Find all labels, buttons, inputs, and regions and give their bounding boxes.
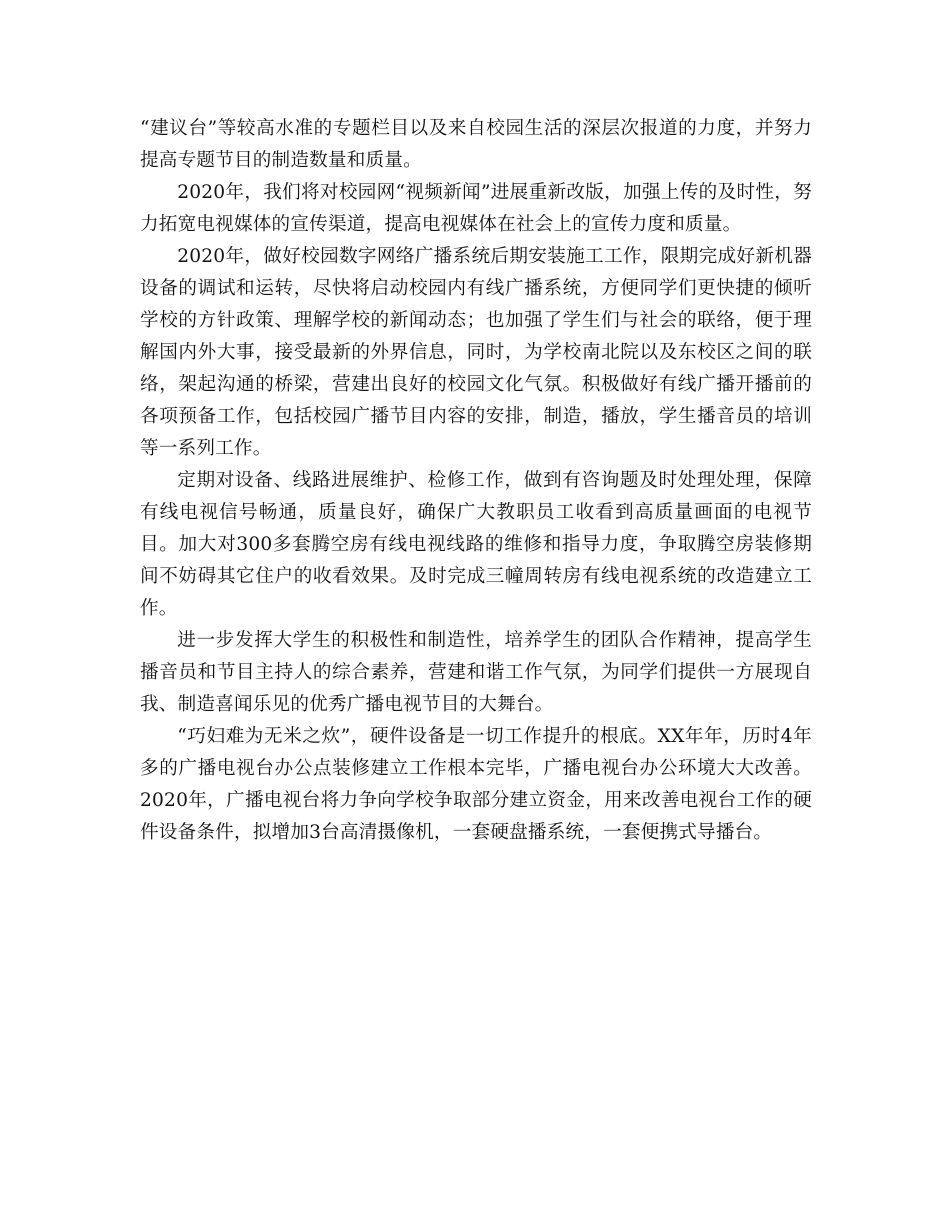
paragraph-4: 定期对设备、线路进展维护、检修工作，做到有咨询题及时处理处理，保障有线电视信号畅通，质量良好，确保广大教职员工收看到高质量画面的电视节目。加大对300多套腾空房有线电视线路的维修和指导力度，争取腾空房装修期间不妨碍其它住户的收看效果。及时完成三幢周转房有线电视系统的改造建立工作。 [140, 470, 812, 619]
document-body [140, 113, 812, 849]
paragraph-1: “建议台”等较高水准的专题栏目以及来自校园生活的深层次报道的力度，并努力提高专题节目的制造数量和质量。 [140, 118, 812, 171]
paragraph-5: 进一步发挥大学生的积极性和制造性，培养学生的团队合作精神，提高学生播音员和节目主持人的综合素养，营建和谐工作气氛，为同学们提供一方展现自我、制造喜闻乐见的优秀广播电视节目的大舞台。 [140, 630, 812, 715]
paragraph-3: 2020年，做好校园数字网络广播系统后期安装施工工作，限期完成好新机器设备的调试和运转，尽快将启动校园内有线广播系统，方便同学们更快捷的倾听学校的方针政策、理解学校的新闻动态；也加强了学生们与社会的联络，便于理解国内外大事，接受最新的外界信息，同时，为学校南北院以及东校区之间的联络，架起沟通的桥梁，营建出良好的校园文化气氛。积极做好有线广播开播前的各项预备工作，包括校园广播节目内容的安排，制造，播放，学生播音员的培训等一系列工作。 [140, 246, 812, 459]
paragraph-2: 2020年，我们将对校园网“视频新闻”进展重新改版，加强上传的及时性，努力拓宽电视媒体的宣传渠道，提高电视媒体在社会上的宣传力度和质量。 [140, 182, 812, 235]
paragraph-6: “巧妇难为无米之炊”，硬件设备是一切工作提升的根底。XX年年，历时4年多的广播电视台办公点装修建立工作根本完毕，广播电视台办公环境大大改善。2020年，广播电视台将力争向学校争取部分建立资金，用来改善电视台工作的硬件设备条件，拟增加3台高清摄像机，一套硬盘播系统，一套便携式导播台。 [140, 726, 812, 843]
